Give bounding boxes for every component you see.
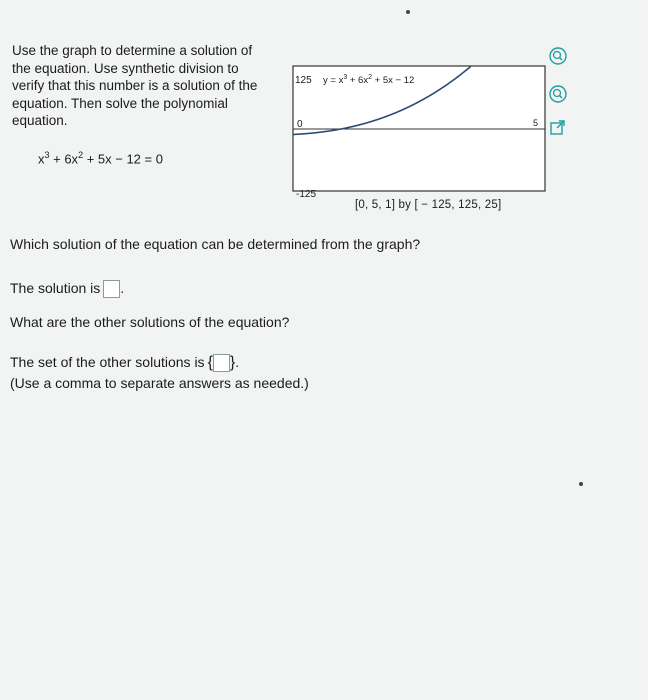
answer-1-period: . (120, 280, 125, 296)
prompt-line: equation. (12, 113, 68, 128)
zoom-out-icon (549, 85, 567, 103)
prompt-line: equation. Then solve the polynomial (12, 95, 228, 111)
eq-term: x (38, 151, 45, 167)
fn-exp: 2 (368, 74, 373, 81)
eq-exp: 2 (78, 150, 84, 160)
question-1: Which solution of the equation can be determined from the graph? (10, 236, 421, 252)
question-2: What are the other solutions of the equation? (10, 314, 290, 330)
brace-open: { (207, 354, 213, 372)
open-in-window-button[interactable] (546, 116, 570, 140)
answer-2-period: . (235, 354, 240, 370)
fn-part: + 6x (347, 75, 369, 86)
answer-1-row (10, 280, 124, 298)
fn-part: + 5x − 12 (372, 75, 415, 86)
answer-2-row (10, 354, 239, 372)
viewing-window: [0, 5, 1] by [ − 125, 125, 25] (355, 199, 502, 211)
brace-close: } (229, 354, 236, 372)
fn-exp: 3 (343, 74, 348, 81)
eq-exp: 3 (44, 150, 50, 160)
polynomial-equation (38, 150, 163, 166)
fn-part: y = x (323, 75, 344, 86)
prompt-line: verify that this number is a solution of the (12, 78, 258, 93)
answer-2-label: The set of the other solutions is (10, 354, 205, 370)
eq-term: + 6x (49, 151, 79, 167)
external-link-icon (549, 119, 567, 137)
prompt-line: Use the graph to determine a solution of (12, 43, 253, 58)
y-min-label: -125 (296, 189, 317, 200)
graph-svg (289, 60, 559, 220)
set-braces (208, 354, 236, 372)
scroll-dot (406, 10, 410, 14)
answer-2-hint: (Use a comma to separate answers as needed.) (10, 375, 309, 391)
zoom-out-button[interactable] (546, 82, 570, 106)
origin-label: 0 (297, 119, 303, 130)
decorative-dot (579, 482, 583, 486)
y-max-label: 125 (295, 75, 312, 86)
solution-input[interactable] (103, 280, 120, 298)
zoom-in-button[interactable] (546, 44, 570, 68)
problem-prompt (12, 42, 292, 130)
prompt-line: the equation. Use synthetic division to (12, 60, 239, 76)
other-solutions-input[interactable] (213, 354, 230, 372)
eq-term: + 5x − 12 = 0 (83, 151, 163, 167)
x-max-label: 5 (533, 118, 539, 128)
graph-panel (289, 60, 559, 220)
answer-1-label: The solution is (10, 280, 101, 296)
zoom-in-icon (549, 47, 567, 65)
